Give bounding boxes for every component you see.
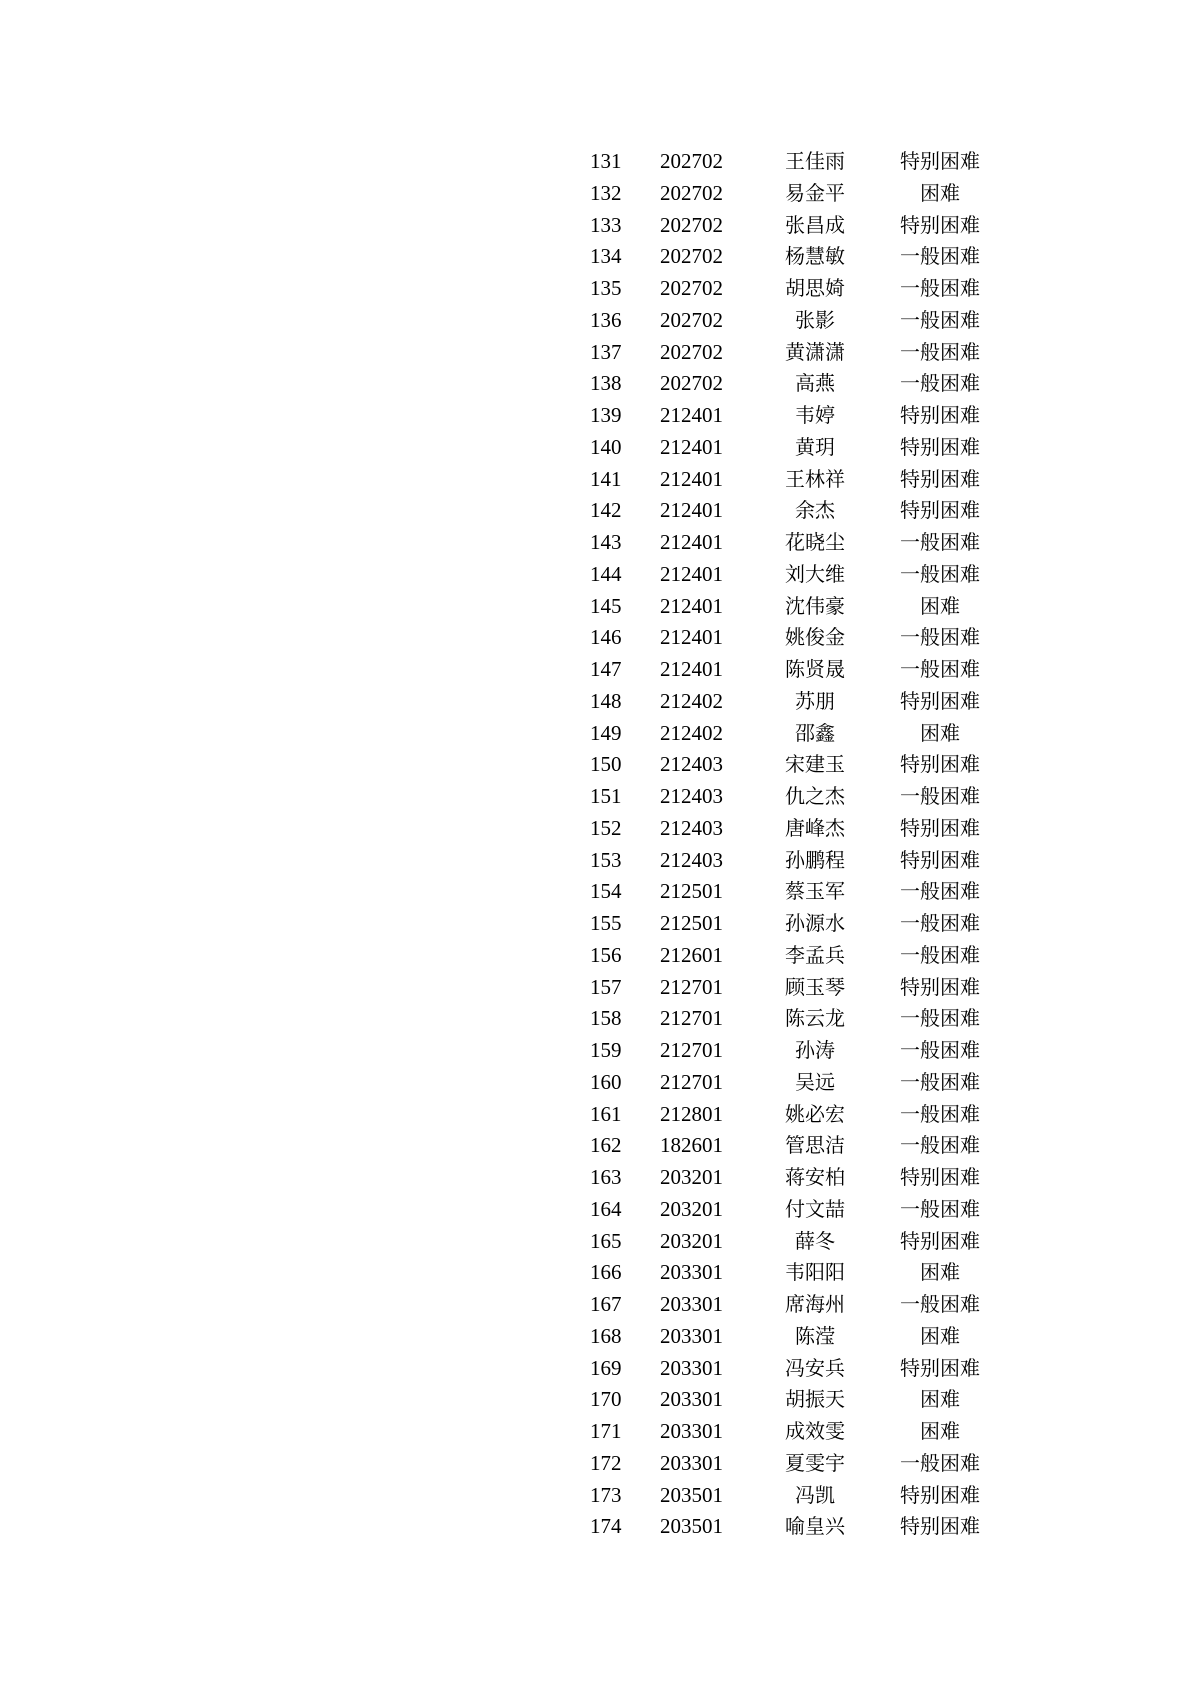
row-number: 144: [590, 561, 622, 586]
student-name: 杨慧敏: [785, 244, 845, 269]
row-number: 154: [590, 879, 622, 904]
class-code: 203301: [660, 1323, 723, 1348]
student-name: 李孟兵: [785, 942, 845, 967]
student-name: 姚俊金: [785, 625, 845, 650]
row-number: 133: [590, 212, 622, 237]
difficulty-level: 特别困难: [900, 403, 980, 427]
class-code: 212403: [660, 784, 723, 808]
table-row: [590, 940, 990, 972]
class-code: 212701: [660, 1006, 723, 1031]
table-row: [590, 146, 990, 178]
student-name: 邵鑫: [795, 720, 835, 745]
student-name: 胡思婍: [785, 276, 845, 300]
table-row: [590, 1448, 990, 1480]
table-row: [590, 813, 990, 845]
class-code: 202702: [660, 180, 723, 205]
difficulty-level: 一般困难: [900, 371, 980, 396]
student-name: 黄玥: [795, 434, 835, 459]
table-row: [590, 1321, 990, 1353]
table-row: [590, 1162, 990, 1194]
class-code: 202702: [660, 276, 723, 300]
class-code: 212701: [660, 1038, 723, 1062]
class-code: 212701: [660, 1069, 723, 1094]
student-name: 刘大维: [785, 561, 845, 586]
table-row: [590, 686, 990, 718]
table-row: [590, 559, 990, 591]
row-number: 142: [590, 498, 622, 523]
difficulty-level: 一般困难: [900, 625, 980, 650]
class-code: 212601: [660, 942, 723, 967]
student-name: 张昌成: [785, 212, 845, 237]
table-row: [590, 1194, 990, 1226]
student-name: 蔡玉军: [785, 879, 845, 904]
table-row: [590, 1035, 990, 1067]
difficulty-level: 一般困难: [900, 942, 980, 967]
student-name: 胡振天: [785, 1387, 845, 1412]
student-name: 沈伟豪: [785, 593, 845, 618]
difficulty-level: 一般困难: [900, 784, 980, 808]
class-code: 182601: [660, 1133, 723, 1158]
class-code: 212401: [660, 657, 723, 681]
table-row: [590, 178, 990, 210]
class-code: 203301: [660, 1292, 723, 1316]
table-row: [590, 781, 990, 813]
difficulty-level: 困难: [920, 1419, 960, 1443]
student-name: 席海州: [785, 1292, 845, 1316]
student-name: 喻皇兴: [785, 1514, 845, 1539]
row-number: 146: [590, 625, 622, 650]
difficulty-level: 一般困难: [900, 561, 980, 586]
student-name: 宋建玉: [785, 752, 845, 777]
row-number: 163: [590, 1165, 622, 1189]
student-name: 陈贤晟: [785, 657, 845, 681]
row-number: 169: [590, 1355, 622, 1380]
class-code: 212402: [660, 688, 723, 713]
row-number: 162: [590, 1133, 622, 1158]
student-name: 孙源水: [785, 911, 845, 935]
difficulty-level: 困难: [920, 720, 960, 745]
row-number: 157: [590, 974, 622, 999]
student-name: 陈滢: [795, 1323, 835, 1348]
class-code: 212401: [660, 593, 723, 618]
row-number: 137: [590, 339, 622, 364]
row-number: 174: [590, 1514, 622, 1539]
class-code: 202702: [660, 212, 723, 237]
table-row: [590, 464, 990, 496]
difficulty-level: 特别困难: [900, 149, 980, 173]
row-number: 149: [590, 720, 622, 745]
student-name: 冯安兵: [785, 1355, 845, 1380]
difficulty-level: 困难: [920, 1260, 960, 1285]
table-row: [590, 1226, 990, 1258]
class-code: 202702: [660, 371, 723, 396]
row-number: 147: [590, 657, 622, 681]
difficulty-level: 一般困难: [900, 307, 980, 332]
table-row: [590, 622, 990, 654]
row-number: 168: [590, 1323, 622, 1348]
table-row: [590, 400, 990, 432]
table-row: [590, 908, 990, 940]
class-code: 202702: [660, 339, 723, 364]
table-row: [590, 1099, 990, 1131]
table-row: [590, 210, 990, 242]
difficulty-level: 一般困难: [900, 911, 980, 935]
row-number: 170: [590, 1387, 622, 1412]
table-row: [590, 1384, 990, 1416]
difficulty-level: 特别困难: [900, 434, 980, 459]
row-number: 135: [590, 276, 622, 300]
difficulty-level: 一般困难: [900, 1038, 980, 1062]
student-list: [590, 146, 990, 1543]
class-code: 212401: [660, 403, 723, 427]
class-code: 212401: [660, 466, 723, 491]
table-row: [590, 591, 990, 623]
row-number: 155: [590, 911, 622, 935]
student-name: 薛冬: [795, 1228, 835, 1253]
table-row: [590, 273, 990, 305]
row-number: 171: [590, 1419, 622, 1443]
row-number: 165: [590, 1228, 622, 1253]
table-row: [590, 845, 990, 877]
difficulty-level: 特别困难: [900, 1514, 980, 1539]
table-row: [590, 1511, 990, 1543]
student-name: 仇之杰: [785, 784, 845, 808]
table-row: [590, 1130, 990, 1162]
table-row: [590, 1289, 990, 1321]
row-number: 164: [590, 1196, 622, 1221]
difficulty-level: 一般困难: [900, 1006, 980, 1031]
difficulty-level: 一般困难: [900, 530, 980, 554]
row-number: 143: [590, 530, 622, 554]
class-code: 203201: [660, 1196, 723, 1221]
row-number: 151: [590, 784, 622, 808]
student-name: 花晓尘: [785, 530, 845, 554]
class-code: 212403: [660, 815, 723, 840]
class-code: 202702: [660, 244, 723, 269]
difficulty-level: 一般困难: [900, 276, 980, 300]
class-code: 202702: [660, 307, 723, 332]
student-name: 蒋安柏: [785, 1165, 845, 1189]
table-row: [590, 1257, 990, 1289]
row-number: 131: [590, 149, 622, 173]
student-name: 张影: [795, 307, 835, 332]
row-number: 160: [590, 1069, 622, 1094]
difficulty-level: 特别困难: [900, 212, 980, 237]
difficulty-level: 特别困难: [900, 815, 980, 840]
difficulty-level: 一般困难: [900, 339, 980, 364]
student-name: 顾玉琴: [785, 974, 845, 999]
row-number: 148: [590, 688, 622, 713]
difficulty-level: 特别困难: [900, 847, 980, 872]
table-row: [590, 305, 990, 337]
difficulty-level: 困难: [920, 593, 960, 618]
class-code: 202702: [660, 149, 723, 173]
table-row: [590, 654, 990, 686]
difficulty-level: 特别困难: [900, 1165, 980, 1189]
table-row: [590, 1416, 990, 1448]
table-row: [590, 368, 990, 400]
row-number: 173: [590, 1482, 622, 1507]
class-code: 212801: [660, 1101, 723, 1126]
difficulty-level: 一般困难: [900, 244, 980, 269]
table-row: [590, 432, 990, 464]
difficulty-level: 一般困难: [900, 1101, 980, 1126]
class-code: 212401: [660, 498, 723, 523]
student-name: 王林祥: [785, 466, 845, 491]
difficulty-level: 一般困难: [900, 1450, 980, 1475]
student-name: 陈云龙: [785, 1006, 845, 1031]
table-row: [590, 876, 990, 908]
row-number: 140: [590, 434, 622, 459]
difficulty-level: 特别困难: [900, 1355, 980, 1380]
row-number: 139: [590, 403, 622, 427]
row-number: 156: [590, 942, 622, 967]
class-code: 212401: [660, 530, 723, 554]
table-row: [590, 749, 990, 781]
row-number: 136: [590, 307, 622, 332]
table-row: [590, 1353, 990, 1385]
row-number: 161: [590, 1101, 622, 1126]
difficulty-level: 一般困难: [900, 1292, 980, 1316]
difficulty-level: 特别困难: [900, 752, 980, 777]
student-name: 余杰: [795, 498, 835, 523]
difficulty-level: 特别困难: [900, 466, 980, 491]
row-number: 145: [590, 593, 622, 618]
row-number: 138: [590, 371, 622, 396]
class-code: 203301: [660, 1419, 723, 1443]
table-row: [590, 495, 990, 527]
row-number: 166: [590, 1260, 622, 1285]
row-number: 167: [590, 1292, 622, 1316]
class-code: 203501: [660, 1514, 723, 1539]
table-row: [590, 1480, 990, 1512]
class-code: 212401: [660, 561, 723, 586]
class-code: 212403: [660, 752, 723, 777]
student-name: 成效雯: [785, 1419, 845, 1443]
table-row: [590, 718, 990, 750]
student-name: 吴远: [795, 1069, 835, 1094]
student-name: 付文喆: [785, 1196, 845, 1221]
class-code: 212501: [660, 879, 723, 904]
class-code: 212402: [660, 720, 723, 745]
table-row: [590, 1067, 990, 1099]
class-code: 212501: [660, 911, 723, 935]
difficulty-level: 一般困难: [900, 879, 980, 904]
student-name: 王佳雨: [785, 149, 845, 173]
student-name: 韦阳阳: [785, 1260, 845, 1285]
class-code: 203301: [660, 1260, 723, 1285]
row-number: 159: [590, 1038, 622, 1062]
student-name: 高燕: [795, 371, 835, 396]
student-name: 韦婷: [795, 403, 835, 427]
student-name: 夏雯宇: [785, 1450, 845, 1475]
student-name: 孙涛: [795, 1038, 835, 1062]
student-name: 苏朋: [795, 688, 835, 713]
table-row: [590, 241, 990, 273]
class-code: 203301: [660, 1355, 723, 1380]
table-row: [590, 527, 990, 559]
student-name: 管思洁: [785, 1133, 845, 1158]
class-code: 212701: [660, 974, 723, 999]
class-code: 203201: [660, 1228, 723, 1253]
class-code: 203501: [660, 1482, 723, 1507]
row-number: 141: [590, 466, 622, 491]
row-number: 172: [590, 1450, 622, 1475]
student-name: 姚必宏: [785, 1101, 845, 1126]
class-code: 212401: [660, 625, 723, 650]
row-number: 134: [590, 244, 622, 269]
class-code: 212403: [660, 847, 723, 872]
difficulty-level: 困难: [920, 1323, 960, 1348]
difficulty-level: 一般困难: [900, 1133, 980, 1158]
student-name: 冯凯: [795, 1482, 835, 1507]
table-row: [590, 1003, 990, 1035]
difficulty-level: 一般困难: [900, 1196, 980, 1221]
table-row: [590, 972, 990, 1004]
difficulty-level: 一般困难: [900, 657, 980, 681]
difficulty-level: 困难: [920, 1387, 960, 1412]
table-row: [590, 337, 990, 369]
class-code: 203301: [660, 1450, 723, 1475]
row-number: 150: [590, 752, 622, 777]
class-code: 212401: [660, 434, 723, 459]
student-name: 黄潇潇: [785, 339, 845, 364]
row-number: 158: [590, 1006, 622, 1031]
class-code: 203301: [660, 1387, 723, 1412]
difficulty-level: 特别困难: [900, 1482, 980, 1507]
row-number: 152: [590, 815, 622, 840]
row-number: 132: [590, 180, 622, 205]
student-name: 唐峰杰: [785, 815, 845, 840]
difficulty-level: 特别困难: [900, 1228, 980, 1253]
student-name: 孙鹏程: [785, 847, 845, 872]
difficulty-level: 一般困难: [900, 1069, 980, 1094]
class-code: 203201: [660, 1165, 723, 1189]
difficulty-level: 特别困难: [900, 688, 980, 713]
difficulty-level: 特别困难: [900, 974, 980, 999]
difficulty-level: 特别困难: [900, 498, 980, 523]
difficulty-level: 困难: [920, 180, 960, 205]
row-number: 153: [590, 847, 622, 872]
student-name: 易金平: [785, 180, 845, 205]
